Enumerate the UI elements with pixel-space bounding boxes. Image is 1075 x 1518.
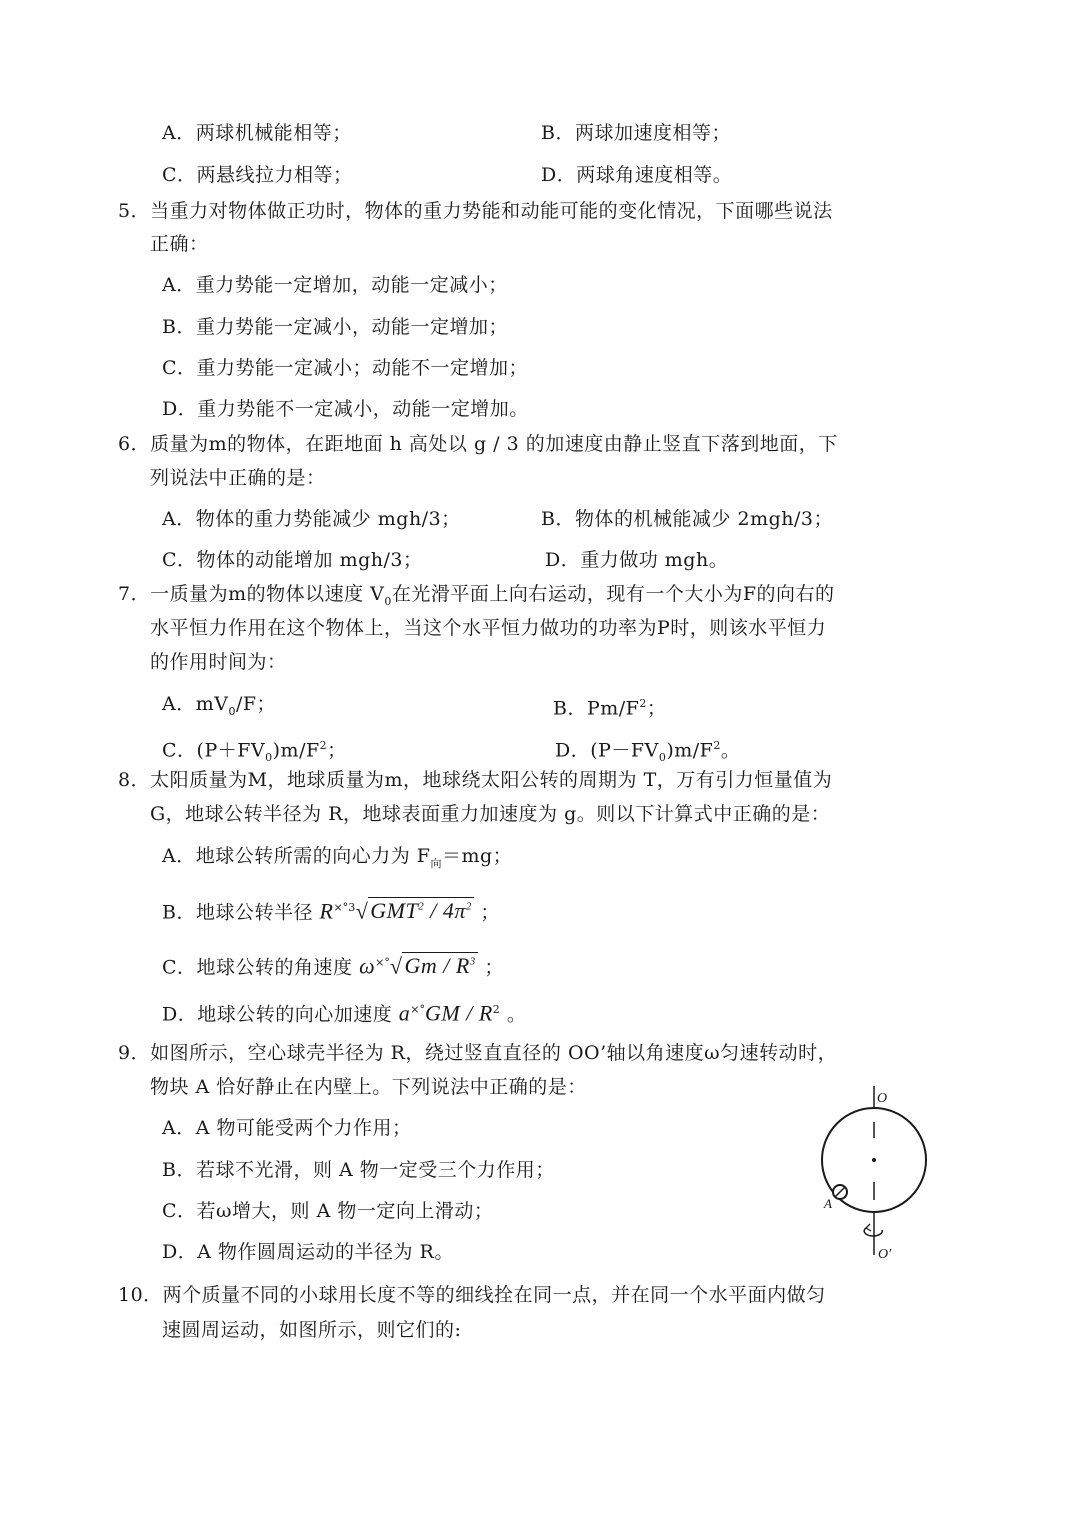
q6-stem-line2: 列说法中正确的是： — [150, 467, 326, 489]
q9-stem-line1: 9．如图所示，空心球壳半径为 R，绕过竖直直径的 OO’轴以角速度ω匀速转动时， — [118, 1042, 838, 1064]
q7-v0-subscript: 0 — [384, 594, 392, 608]
q7-option-d — [555, 734, 740, 770]
q8-b-radicand — [368, 897, 474, 923]
q8-d-exponent: 2 — [492, 1003, 501, 1016]
q8-b-radical-sign: √ — [355, 898, 369, 924]
q8-option-c — [162, 950, 504, 979]
q7-a-text-end: /F； — [235, 693, 277, 715]
q6-option-c: C．物体的动能增加 mgh/3； — [162, 549, 423, 571]
q8-b-exponent2: 2 — [465, 901, 472, 913]
q7-stem-line2: 水平恒力作用在这个物体上，当这个水平恒力做功的功率为P时，则该水平恒力 — [150, 617, 827, 639]
q8-stem-line1: 8．太阳质量为M，地球质量为m，地球绕太阳公转的周期为 T，万有引力恒量值为 — [118, 769, 833, 791]
q7-d-subscript: 0 — [658, 751, 667, 765]
q8-b-text: B．地球公转半径 — [162, 901, 313, 924]
q8-c-garbled-symbol: ×° — [375, 956, 390, 969]
q9-option-b: B．若球不光滑，则 A 物一定受三个力作用； — [162, 1159, 555, 1181]
q7-c-text: C．(P＋FV — [162, 739, 266, 762]
q6-stem-line1: 6．质量为m的物体，在距地面 h 高处以 g / 3 的加速度由静止竖直下落到地面，下 — [118, 433, 838, 455]
q8-b-garbled-symbol: ×° — [333, 901, 349, 914]
q9-option-a: A．A 物可能受两个力作用； — [162, 1117, 412, 1139]
q7-b-text-end: ； — [646, 697, 667, 720]
q4-option-b: B．两球加速度相等； — [541, 122, 731, 144]
q8-b-expr2: / 4π — [424, 898, 466, 924]
q8-b-expr: GMT — [370, 898, 419, 924]
q7-stem-line1 — [118, 582, 835, 614]
q8-d-text: D．地球公转的向心加速度 — [162, 1003, 393, 1026]
q8-d-variable: a — [398, 1000, 411, 1026]
q8-option-d — [162, 998, 526, 1026]
q9-option-c: C．若ω增大，则 A 物一定向上滑动； — [162, 1200, 494, 1222]
q8-stem-line2: G，地球公转半径为 R，地球表面重力加速度为 g。则以下计算式中正确的是： — [150, 803, 831, 825]
q10-stem-line1: 10．两个质量不同的小球用长度不等的细线拴在同一点，并在同一个水平面内做匀 — [118, 1284, 826, 1306]
q7-stem-part1: 7．一质量为m的物体以速度 V — [118, 583, 385, 605]
q5-option-b: B．重力势能一定减小，动能一定增加； — [162, 316, 508, 338]
q8-c-radical-sign: √ — [389, 953, 403, 979]
q8-b-text-end: ； — [480, 901, 500, 924]
q8-b-variable: R — [319, 898, 334, 924]
q7-b-superscript: 2 — [639, 697, 647, 710]
q8-c-radicand — [402, 952, 477, 978]
q7-a-text: A．mV — [162, 693, 229, 715]
q7-c-subscript: 0 — [265, 751, 273, 765]
q7-d-text: D．(P－FV — [555, 739, 659, 762]
shell-center-dot — [872, 1158, 876, 1162]
q8-option-b — [162, 895, 500, 924]
q8-option-a — [162, 844, 512, 876]
q8-b-root-index: 3 — [348, 901, 356, 914]
q8-b-exponent: 2 — [418, 901, 425, 913]
q8-c-text: C．地球公转的角速度 — [162, 956, 353, 979]
q8-a-text-end: ＝mg； — [441, 845, 513, 867]
q8-c-variable: ω — [359, 953, 376, 979]
q5-option-d: D．重力势能不一定减小，动能一定增加。 — [162, 398, 529, 420]
q7-d-text-end: 。 — [720, 739, 741, 762]
q7-d-text-mid: )m/F — [666, 739, 714, 762]
label-o: O — [877, 1091, 888, 1106]
q7-d-superscript: 2 — [713, 739, 721, 752]
q7-option-b — [553, 692, 666, 720]
q6-option-a: A．物体的重力势能减少 mgh/3； — [162, 508, 461, 530]
q7-c-text-mid: )m/F — [272, 739, 320, 762]
q8-c-exponent: 3 — [469, 956, 476, 968]
q5-stem-line1: 5．当重力对物体做正功时，物体的重力势能和动能可能的变化情况，下面哪些说法 — [118, 200, 833, 222]
q8-d-garbled-symbol: ×° — [410, 1003, 425, 1016]
q8-c-expr: Gm / R — [404, 953, 470, 979]
q8-d-expr: GM / R — [425, 1000, 493, 1026]
rotating-spherical-shell-figure — [810, 1080, 940, 1265]
q7-option-a — [162, 692, 276, 724]
q9-stem-line2: 物块 A 恰好静止在内壁上。下列说法中正确的是： — [150, 1076, 587, 1098]
label-o-prime: O′ — [878, 1247, 892, 1262]
q8-a-text: A．地球公转所需的向心力为 F — [162, 845, 431, 867]
q5-option-a: A．重力势能一定增加，动能一定减小； — [162, 274, 508, 296]
q4-option-d: D．两球角速度相等。 — [541, 164, 733, 186]
q7-stem-part2: 在光滑平面上向右运动，现有一个大小为F的向右的 — [391, 583, 835, 605]
q8-c-text-end: ； — [484, 956, 504, 979]
q8-a-subscript: 向 — [430, 856, 442, 870]
q6-option-b: B．物体的机械能减少 2mgh/3； — [541, 508, 833, 530]
q7-b-text: B．Pm/F — [553, 697, 640, 720]
q7-c-superscript: 2 — [319, 739, 328, 752]
q7-stem-line3: 的作用时间为： — [150, 651, 287, 673]
q4-option-c: C．两悬线拉力相等； — [162, 164, 353, 186]
q8-d-text-end: 。 — [506, 1003, 527, 1026]
q7-option-c — [162, 734, 347, 770]
q9-option-d: D．A 物作圆周运动的半径为 R。 — [162, 1241, 454, 1263]
q6-option-d: D．重力做功 mgh。 — [545, 549, 729, 571]
q5-stem-line2: 正确： — [150, 233, 209, 255]
q4-option-a: A．两球机械能相等； — [162, 122, 352, 144]
q5-option-c: C．重力势能一定减小；动能不一定增加； — [162, 357, 529, 379]
q7-c-text-end: ； — [327, 739, 347, 762]
q10-stem-line2: 速圆周运动，如图所示，则它们的: — [162, 1319, 462, 1341]
label-a: A — [824, 1196, 832, 1211]
q7-a-subscript: 0 — [228, 704, 236, 718]
